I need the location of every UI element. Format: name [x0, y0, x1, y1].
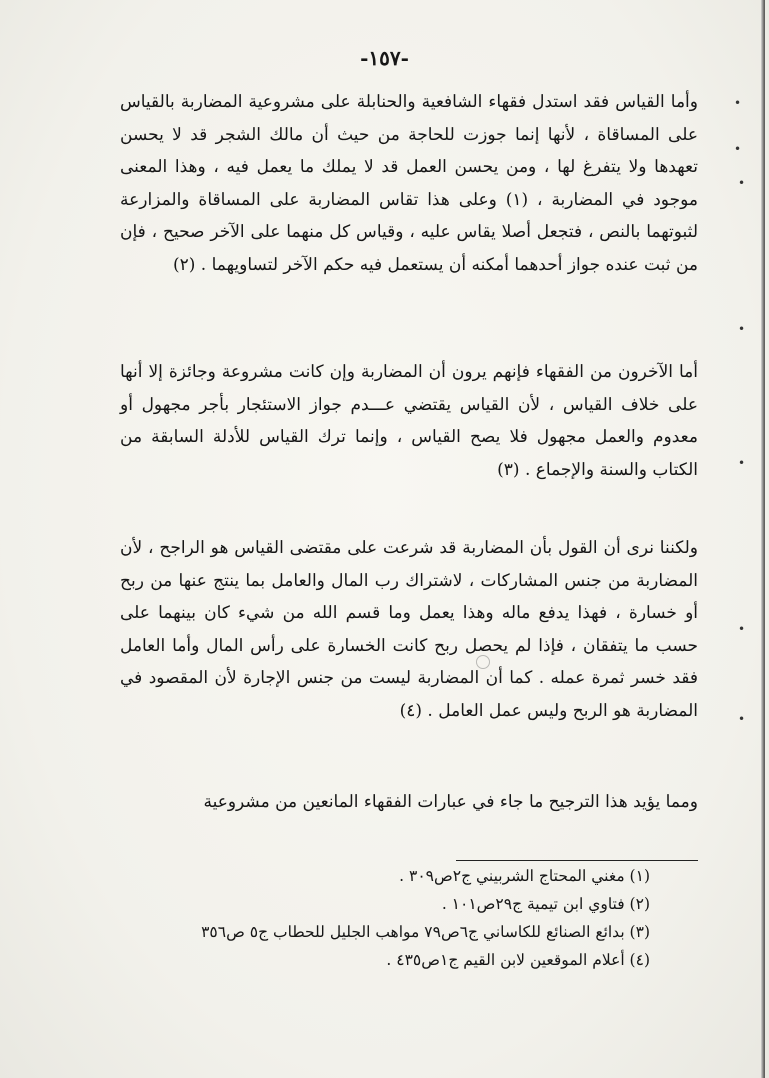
page-edge-shadow: [761, 0, 765, 1078]
scan-speck: •: [738, 322, 746, 336]
scan-speck: •: [734, 142, 742, 156]
paragraph-supporting-evidence: ومما يؤيد هذا الترجيح ما جاء في عبارات الفقهاء المانعين من مشروعية: [203, 792, 698, 812]
footnote-1: (١) مغني المحتاج الشربيني ج٢ص٣٠٩ .: [399, 867, 650, 885]
scan-speck: •: [738, 622, 746, 636]
scan-speck: •: [738, 176, 746, 190]
footnote-2: (٢) فتاوي ابن تيمية ج٢٩ص١٠١ .: [441, 895, 650, 913]
page-number-text: -١٥٧-: [360, 46, 409, 70]
scan-speck: •: [734, 96, 742, 110]
paragraph-preferred-opinion: ولكننا نرى أن القول بأن المضاربة قد شرعت على مقتضى القياس هو الراجح ، لأن المضاربة من جنس المشاركات ، لاشتراك رب المال والعامل بما ينتج عنها من ربح أو خسارة ، فهذا يدفع ماله وهذا يعمل وما قسم الله من شيء كان بينهما على حسب ما يتفقان ، فإذا لم يحصل ربح كانت الخسارة على رأس المال وأما العامل فقد خسر ثمرة عمله . كما أن المضاربة ليست من جنس الإجارة لأن المقصود في المضاربة هو الربح وليس عمل العامل . (٤): [120, 538, 698, 721]
paragraph-analogy-shafii-hanbali: وأما القياس فقد استدل فقهاء الشافعية والحنابلة على مشروعية المضاربة بالقياس على المساقاة ، لأنها إنما جوزت للحاجة من حيث أن مالك الشجر قد لا يحسن تعهدها ولا يتفرغ لها ، ومن يحسن العمل قد لا يملك ما يعمل فيه ، وهذا المعنى موجود في المضاربة ، (١) وعلى هذا تقاس المضاربة على المساقاة والمزارعة لثبوتهما بالنص ، فتجعل أصلا يقاس عليه ، وقياس كل منهما على الآخر صحيح ، فإن من ثبت عنده جواز أحدهما أمكنه أن يستعمل فيه حكم الآخر لتساويهما . (٢): [120, 92, 698, 275]
footnote-3: (٣) بدائع الصنائع للكاساني ج٦ص٧٩ مواهب الجليل للحطاب ج٥ ص٣٥٦: [201, 923, 650, 941]
scan-speck: •: [738, 456, 746, 470]
scan-blot: [476, 655, 490, 669]
footnote-divider: [456, 860, 698, 861]
scan-speck: •: [738, 712, 746, 726]
paragraph-contrary-to-analogy: أما الآخرون من الفقهاء فإنهم يرون أن المضاربة وإن كانت مشروعة وجائزة إلا أنها على خلاف القياس ، لأن القياس يقتضي عـــدم جواز الاستئجار بأجر مجهول أو معدوم والعمل مجهول فلا يصح القياس ، وإنما ترك القياس للأدلة السابقة من الكتاب والسنة والإجماع . (٣): [120, 362, 698, 480]
footnotes: [130, 862, 650, 974]
footnote-4: (٤) أعلام الموقعين لابن القيم ج١ص٤٣٥ .: [386, 951, 650, 969]
page-number: [0, 46, 769, 70]
